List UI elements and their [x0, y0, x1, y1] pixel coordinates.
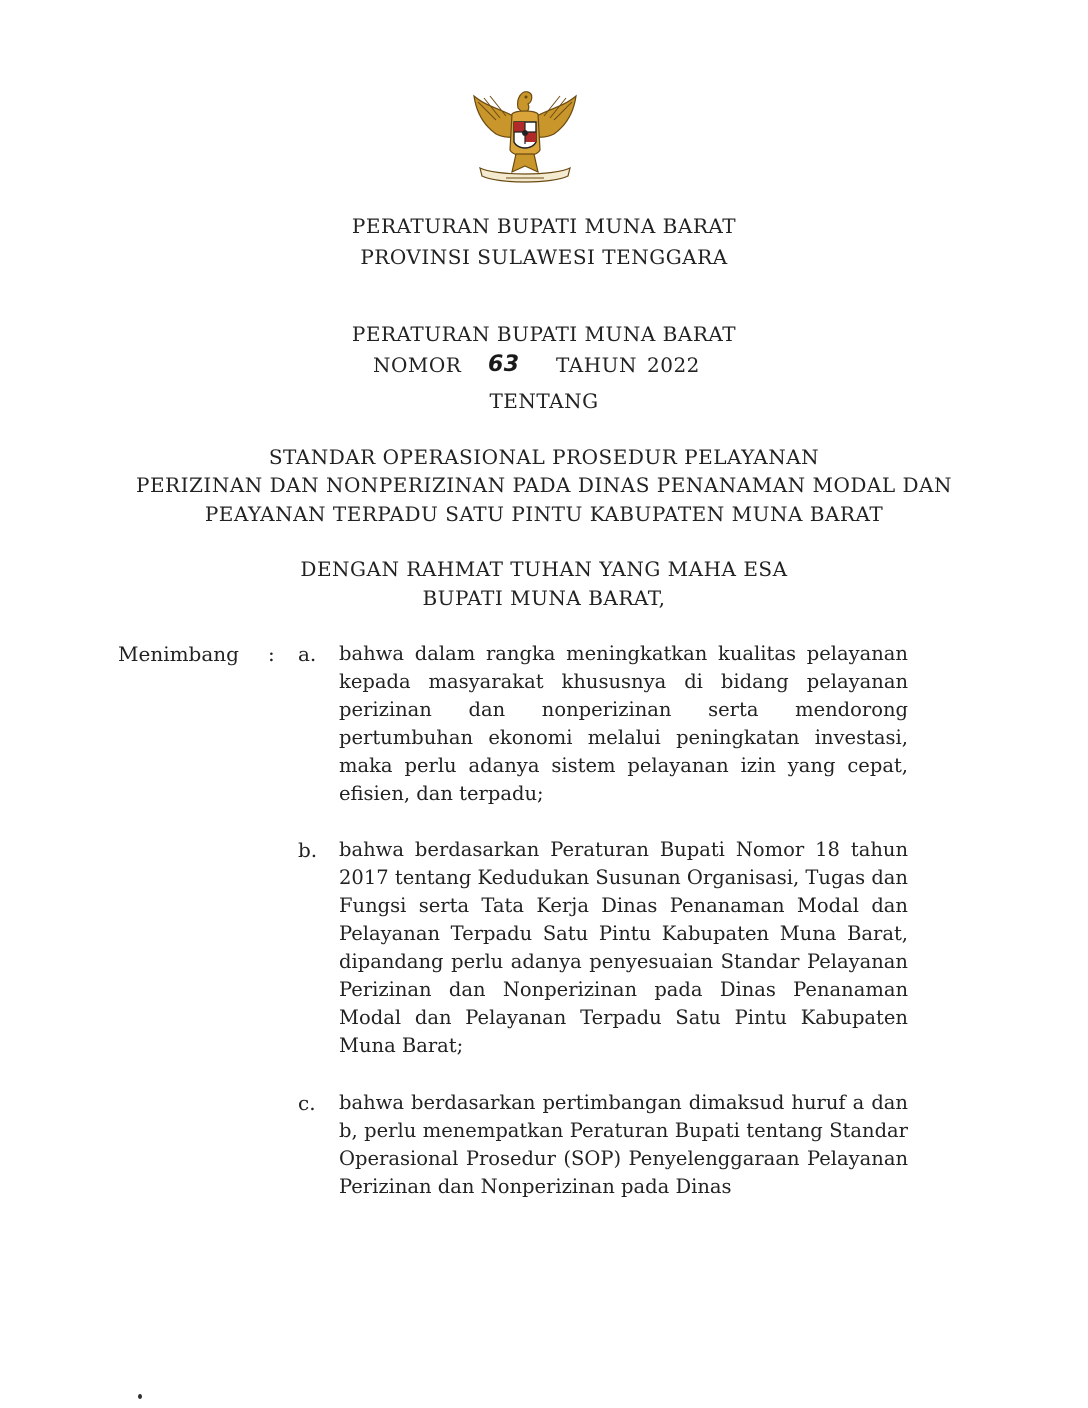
item-a-letter: a. [298, 642, 317, 666]
menimbang-colon: : [268, 642, 275, 666]
subject-line1: STANDAR OPERASIONAL PROSEDUR PELAYANAN [268, 445, 820, 469]
item-b-letter: b. [298, 838, 318, 862]
item-b-text: bahwa berdasarkan Peraturan Bupati Nomor 18 tahun 2017 tentang Kedudukan Susunan Organisasi, Tugas dan Fungsi serta Tata Kerja Dinas Penanaman Modal dan Pelayanan Terpadu Satu Pintu Kabupaten Muna Barat, dipandang perlu adanya penyesuaian Standar Pelayanan Perizinan dan Nonperizinan pada Dinas Penanaman Modal dan Pelayanan Terpadu Satu Pintu Kabupaten Muna Barat; [339, 838, 908, 1057]
nomor-value: 63 [488, 352, 520, 377]
scan-speck [138, 1394, 142, 1399]
tahun-label: TAHUN [556, 353, 637, 377]
nomor-label: NOMOR [373, 353, 462, 377]
item-c-text: bahwa berdasarkan pertimbangan dimaksud huruf a dan b, perlu menempatkan Peraturan Bupati tentang Standar Operasional Prosedur (SOP) Penyelenggaraan Pelayanan Perizinan dan Nonperizinan pada Dinas [339, 1091, 908, 1198]
regulation-title: PERATURAN BUPATI MUNA BARAT [351, 322, 737, 346]
preamble-line1: DENGAN RAHMAT TUHAN YANG MAHA ESA [300, 557, 788, 581]
item-a-text: bahwa dalam rangka meningkatkan kualitas pelayanan kepada masyarakat khususnya di bidang pelayanan perizinan dan nonperizinan serta mendorong pertumbuhan ekonomi melalui peningkatan investasi, maka perlu adanya sistem pelayanan izin yang cepat, efisien, dan terpadu; [339, 642, 908, 805]
subject-line3: PEAYANAN TERPADU SATU PINTU KABUPATEN MUNA BARAT [204, 502, 884, 526]
tahun-value: 2022 [647, 353, 700, 377]
preamble-line2: BUPATI MUNA BARAT, [422, 586, 666, 610]
tentang-label: TENTANG [489, 389, 599, 413]
header-title-line2: PROVINSI SULAWESI TENGGARA [360, 245, 728, 269]
garuda-emblem-icon [466, 80, 584, 190]
regulation-number-row [0, 350, 1088, 380]
header-title-line1: PERATURAN BUPATI MUNA BARAT [351, 214, 737, 238]
menimbang-label: Menimbang [118, 642, 239, 666]
subject-line2: PERIZINAN DAN NONPERIZINAN PADA DINAS PENANAMAN MODAL DAN [136, 473, 952, 497]
item-c-letter: c. [298, 1091, 316, 1115]
